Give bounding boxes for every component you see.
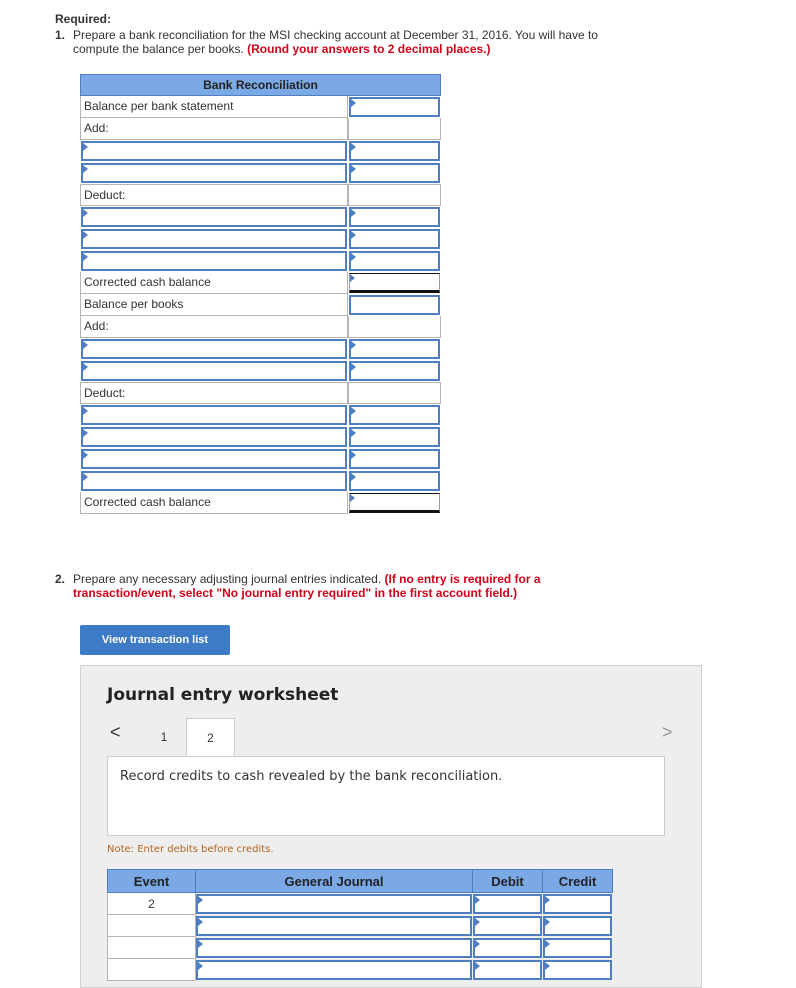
dropdown-marker-icon: [83, 363, 88, 371]
dropdown-marker-icon: [351, 99, 356, 107]
corrected-cash-balance-books-input[interactable]: [349, 493, 440, 513]
dropdown-marker-icon: [545, 962, 550, 970]
dropdown-marker-icon: [475, 962, 480, 970]
event-cell: [107, 959, 196, 981]
worksheet-title: Journal entry worksheet: [107, 685, 339, 705]
debit-input[interactable]: [473, 894, 542, 914]
recon-row-add-item: [80, 140, 441, 162]
dropdown-marker-icon: [198, 896, 203, 904]
dropdown-marker-icon: [198, 940, 203, 948]
recon-row-deduct-books-item: [80, 470, 441, 492]
dropdown-marker-icon: [350, 274, 355, 282]
dropdown-marker-icon: [475, 918, 480, 926]
deduct-label: Deduct:: [80, 184, 348, 206]
dropdown-marker-icon: [83, 451, 88, 459]
balance-per-bank-input[interactable]: [349, 97, 440, 117]
add-books-item-amount-input[interactable]: [349, 361, 440, 381]
recon-row-add: [80, 118, 441, 140]
recon-row-deduct-books: [80, 382, 441, 404]
dropdown-marker-icon: [351, 429, 356, 437]
question-2-line: [55, 572, 655, 586]
account-select[interactable]: [196, 916, 472, 936]
dropdown-marker-icon: [351, 473, 356, 481]
dropdown-marker-icon: [83, 407, 88, 415]
view-transaction-list-button[interactable]: View transaction list: [80, 625, 230, 655]
deduct-books-item-amount-input[interactable]: [349, 405, 440, 425]
no-entry-instruction-2: transaction/event, select "No journal entry required" in the first account field.): [73, 586, 518, 600]
deduct-item-amount-input[interactable]: [349, 229, 440, 249]
account-select[interactable]: [196, 960, 472, 980]
deduct-item-account-select[interactable]: [81, 207, 347, 227]
deduct-books-item-account-select[interactable]: [81, 449, 347, 469]
deduct-books-item-amount-input[interactable]: [349, 427, 440, 447]
deduct-empty-cell: [348, 184, 441, 206]
dropdown-marker-icon: [83, 143, 88, 151]
event-cell: [107, 915, 196, 937]
dropdown-marker-icon: [83, 209, 88, 217]
question-1-line: [55, 28, 655, 42]
event-column-header: Event: [107, 869, 196, 893]
bank-reconciliation-header: Bank Reconciliation: [80, 74, 441, 96]
add-item-account-select[interactable]: [81, 141, 347, 161]
debit-input[interactable]: [473, 938, 542, 958]
question-2-text: Prepare any necessary adjusting journal entries indicated.: [73, 572, 385, 586]
add-item-account-select[interactable]: [81, 163, 347, 183]
account-select[interactable]: [196, 938, 472, 958]
deduct-item-amount-input[interactable]: [349, 251, 440, 271]
deduct-books-item-account-select[interactable]: [81, 405, 347, 425]
add-books-item-account-select[interactable]: [81, 339, 347, 359]
balance-per-books-label: Balance per books: [80, 294, 348, 316]
dropdown-marker-icon: [83, 473, 88, 481]
credit-column-header: Credit: [542, 869, 613, 893]
dropdown-marker-icon: [350, 494, 355, 502]
general-journal-column-header: General Journal: [195, 869, 473, 893]
question-1-text: Prepare a bank reconciliation for the MSI checking account at December 31, 2016. You will have to: [73, 28, 598, 42]
credit-input[interactable]: [543, 938, 612, 958]
dropdown-marker-icon: [83, 165, 88, 173]
dropdown-marker-icon: [351, 363, 356, 371]
deduct-books-empty-cell: [348, 382, 441, 404]
worksheet-page-2-label: 2: [207, 730, 214, 745]
dropdown-marker-icon: [351, 165, 356, 173]
recon-row-add-books-item: [80, 360, 441, 382]
debit-input[interactable]: [473, 916, 542, 936]
deduct-books-item-amount-input[interactable]: [349, 449, 440, 469]
recon-row-balance-per-books: [80, 294, 441, 316]
dropdown-marker-icon: [83, 253, 88, 261]
dropdown-marker-icon: [351, 407, 356, 415]
add-books-item-account-select[interactable]: [81, 361, 347, 381]
recon-row-corrected-books: [80, 492, 441, 514]
deduct-books-label: Deduct:: [80, 382, 348, 404]
worksheet-page-1-tab[interactable]: 1: [160, 730, 168, 744]
recon-row-add-item: [80, 162, 441, 184]
dropdown-marker-icon: [351, 209, 356, 217]
dropdown-marker-icon: [351, 143, 356, 151]
add-empty-cell: [348, 118, 441, 140]
journal-row: [107, 915, 613, 937]
required-heading: Required:: [55, 12, 112, 26]
event-cell: [107, 937, 196, 959]
deduct-item-account-select[interactable]: [81, 229, 347, 249]
bank-reconciliation-table: [80, 74, 441, 514]
journal-table: [107, 869, 613, 981]
recon-row-deduct-books-item: [80, 426, 441, 448]
recon-row-deduct: [80, 184, 441, 206]
chevron-left-icon[interactable]: <: [110, 722, 121, 742]
corrected-cash-balance-label: Corrected cash balance: [80, 272, 348, 294]
recon-row-deduct-item: [80, 228, 441, 250]
add-books-label: Add:: [80, 316, 348, 338]
journal-row: [107, 937, 613, 959]
add-books-item-amount-input[interactable]: [349, 339, 440, 359]
journal-row: [107, 893, 613, 915]
question-2-line-2: [55, 586, 673, 600]
deduct-books-item-account-select[interactable]: [81, 427, 347, 447]
journal-table-header: [107, 869, 613, 893]
add-books-empty-cell: [348, 316, 441, 338]
question-1-text-2: compute the balance per books.: [73, 42, 248, 56]
rounding-instruction: (Round your answers to 2 decimal places.): [247, 42, 491, 56]
recon-row-deduct-item: [80, 206, 441, 228]
debits-credits-note: Note: Enter debits before credits.: [107, 844, 274, 855]
recon-row-add-books: [80, 316, 441, 338]
recon-row-deduct-item: [80, 250, 441, 272]
dropdown-marker-icon: [83, 231, 88, 239]
dropdown-marker-icon: [351, 341, 356, 349]
credit-input[interactable]: [543, 916, 612, 936]
worksheet-page-2-tab[interactable]: [186, 718, 235, 756]
dropdown-marker-icon: [351, 451, 356, 459]
worksheet-description-box: [107, 756, 665, 836]
event-cell: 2: [107, 893, 196, 915]
recon-row-deduct-books-item: [80, 404, 441, 426]
chevron-right-icon[interactable]: >: [662, 722, 673, 742]
credit-input[interactable]: [543, 960, 612, 980]
deduct-item-account-select[interactable]: [81, 251, 347, 271]
balance-per-bank-label: Balance per bank statement: [80, 96, 348, 118]
debit-column-header: Debit: [472, 869, 543, 893]
debit-input[interactable]: [473, 960, 542, 980]
dropdown-marker-icon: [545, 918, 550, 926]
dropdown-marker-icon: [475, 940, 480, 948]
dropdown-marker-icon: [475, 896, 480, 904]
deduct-books-item-amount-input[interactable]: [349, 471, 440, 491]
deduct-item-amount-input[interactable]: [349, 207, 440, 227]
corrected-cash-balance-bank-input[interactable]: [349, 273, 440, 293]
recon-row-add-books-item: [80, 338, 441, 360]
recon-row-balance-per-bank: [80, 96, 441, 118]
dropdown-marker-icon: [198, 918, 203, 926]
no-entry-instruction: (If no entry is required for a: [384, 572, 541, 586]
dropdown-marker-icon: [198, 962, 203, 970]
add-item-amount-input[interactable]: [349, 141, 440, 161]
balance-per-books-input[interactable]: [349, 295, 440, 315]
question-1-number: 1.: [55, 28, 66, 42]
recon-row-corrected-bank: [80, 272, 441, 294]
dropdown-marker-icon: [545, 896, 550, 904]
credit-input[interactable]: [543, 894, 612, 914]
dropdown-marker-icon: [83, 429, 88, 437]
corrected-cash-balance-books-label: Corrected cash balance: [80, 492, 348, 514]
dropdown-marker-icon: [545, 940, 550, 948]
dropdown-marker-icon: [351, 253, 356, 261]
question-2-number: 2.: [55, 572, 66, 586]
journal-row: [107, 959, 613, 981]
question-1-line-2: [55, 42, 673, 56]
deduct-books-item-account-select[interactable]: [81, 471, 347, 491]
recon-row-deduct-books-item: [80, 448, 441, 470]
dropdown-marker-icon: [351, 231, 356, 239]
worksheet-description: Record credits to cash revealed by the bank reconciliation.: [120, 769, 503, 784]
add-item-amount-input[interactable]: [349, 163, 440, 183]
dropdown-marker-icon: [83, 341, 88, 349]
account-select[interactable]: [196, 894, 472, 914]
add-label: Add:: [80, 118, 348, 140]
